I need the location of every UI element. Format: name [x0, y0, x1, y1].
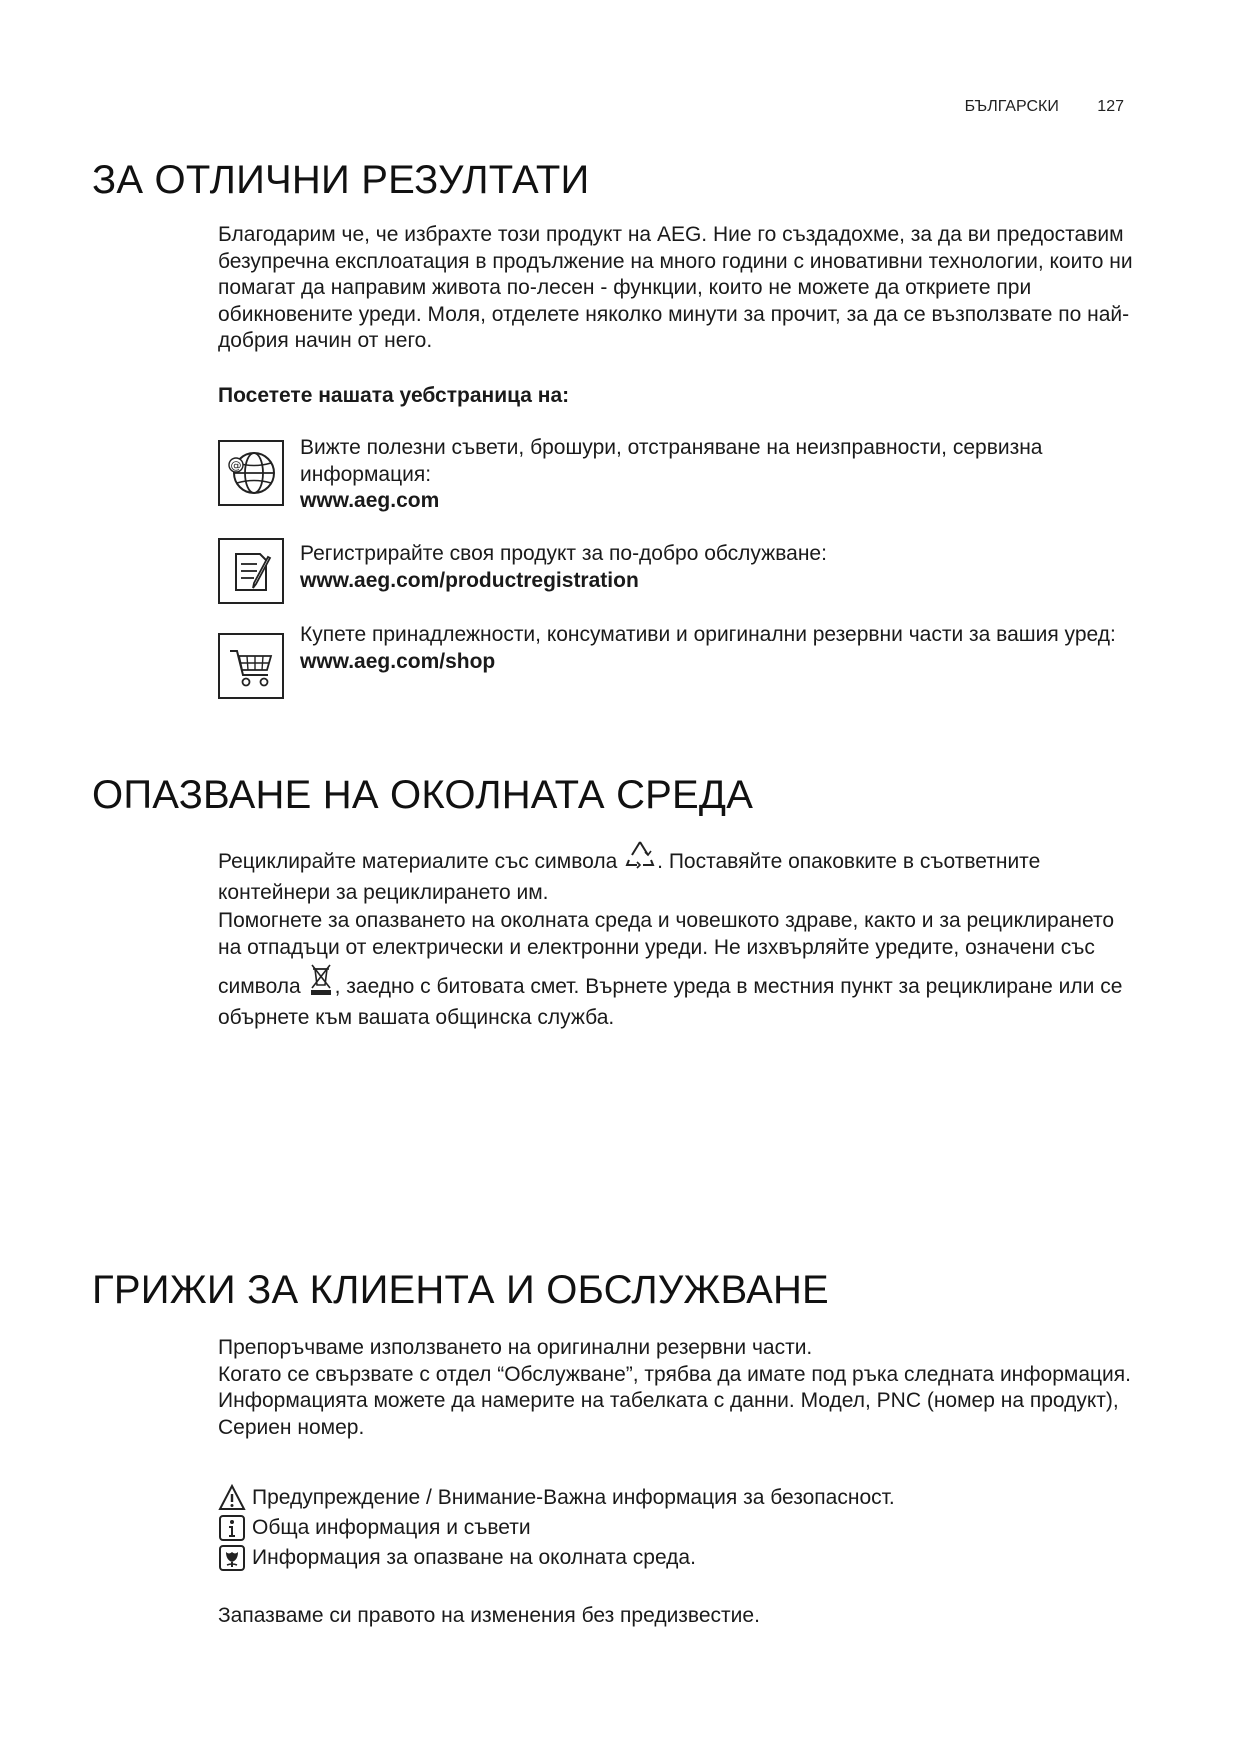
warning-triangle-icon [218, 1484, 246, 1512]
page-header [965, 98, 1124, 116]
results-intro [218, 222, 1138, 355]
legend-environment-text: Информация за опазване на околната среда. [252, 1546, 696, 1569]
shopping-cart-icon [218, 633, 284, 699]
visit-label: Посетете нашата уебстраница на: [218, 384, 570, 407]
customer-line-1: Препоръчваме използването на оригинални резервни части. [218, 1336, 813, 1359]
environment-paragraph-2 [218, 908, 1138, 1031]
symbol-legend [218, 1483, 895, 1573]
info-icon [218, 1514, 246, 1542]
customer-title: ГРИЖИ ЗА КЛИЕНТА И ОБСЛУЖВАНЕ [92, 1268, 829, 1312]
environment-leaf-icon [218, 1544, 246, 1572]
crossed-bin-icon [307, 961, 335, 1005]
registration-form-icon [218, 538, 284, 604]
link-web-text: Вижте полезни съвети, брошури, отстраняване на неизправности, сервизна информация: [300, 436, 1043, 486]
customer-line-2: Когато се свързвате с отдел “Обслужване”, трябва да имате под ръка следната информация. [218, 1362, 1131, 1386]
env-p1-after: . Поставяйте опаковките в съответните контейнери за рециклирането им. [218, 850, 1041, 904]
svg-text:@: @ [230, 459, 242, 472]
env-p2-after: , заедно с битовата смет. Върнете уреда в местния пункт за рециклиране или се обърнете към вашата общинска служба. [218, 975, 1123, 1029]
legend-info [218, 1513, 895, 1543]
footer-note: Запазваме си правото на изменения без предизвестие. [218, 1604, 760, 1627]
legend-warning-text: Предупреждение / Внимание-Важна информация за безопасност. [252, 1486, 895, 1509]
link-web-url[interactable]: www.aeg.com [300, 489, 440, 512]
link-registration-text: Регистрирайте своя продукт за по-добро обслужване: [300, 542, 827, 565]
globe-web-icon [218, 440, 284, 506]
legend-warning [218, 1483, 895, 1513]
customer-line-3: Информацията можете да намерите на табелката с данни. Модел, PNC (номер на продукт), Сериен номер. [218, 1389, 1119, 1439]
link-registration-url[interactable]: www.aeg.com/productregistration [300, 568, 639, 592]
env-p1-before: Рециклирайте материалите със символа [218, 850, 618, 873]
page-number: 127 [1097, 98, 1124, 115]
link-shop-url[interactable]: www.aeg.com/shop [300, 649, 496, 673]
legend-environment [218, 1543, 895, 1573]
results-intro-text: Благодарим че, че избрахте този продукт на AEG. Ние го създадохме, за да ви предоставим безупречна експлоатация в продължение на много години с иновативни технологии, които ни помагат да направим живота по-лесен - функции, които не можете да откриете при обикновените уреди. Моля, отделете няколко минути за прочит, за да се възползвате по най-добрия начин от него. [218, 223, 1133, 352]
link-registration-description [300, 541, 1140, 594]
language-label: БЪЛГАРСКИ [964, 98, 1059, 115]
environment-text [218, 838, 1138, 1031]
legend-info-text: Обща информация и съвети [252, 1516, 531, 1539]
link-shop-text: Купете принадлежности, консумативи и оригинални резервни части за вашия уред: [300, 623, 1116, 646]
results-title: ЗА ОТЛИЧНИ РЕЗУЛТАТИ [92, 158, 590, 202]
environment-title: ОПАЗВАНЕ НА ОКОЛНАТА СРЕДА [92, 773, 754, 817]
link-web-description [300, 435, 1140, 515]
env-p2-before: Помогнете за опазването на околната среда и човешкото здраве, както и за рециклирането на отпадъци от електрически и електронни уреди. Не изхвърляйте уредите, означени със символа [218, 909, 1115, 998]
environment-paragraph-1 [218, 838, 1138, 906]
link-shop-description [300, 622, 1140, 675]
recycle-icon [623, 838, 657, 880]
customer-text [218, 1335, 1138, 1441]
